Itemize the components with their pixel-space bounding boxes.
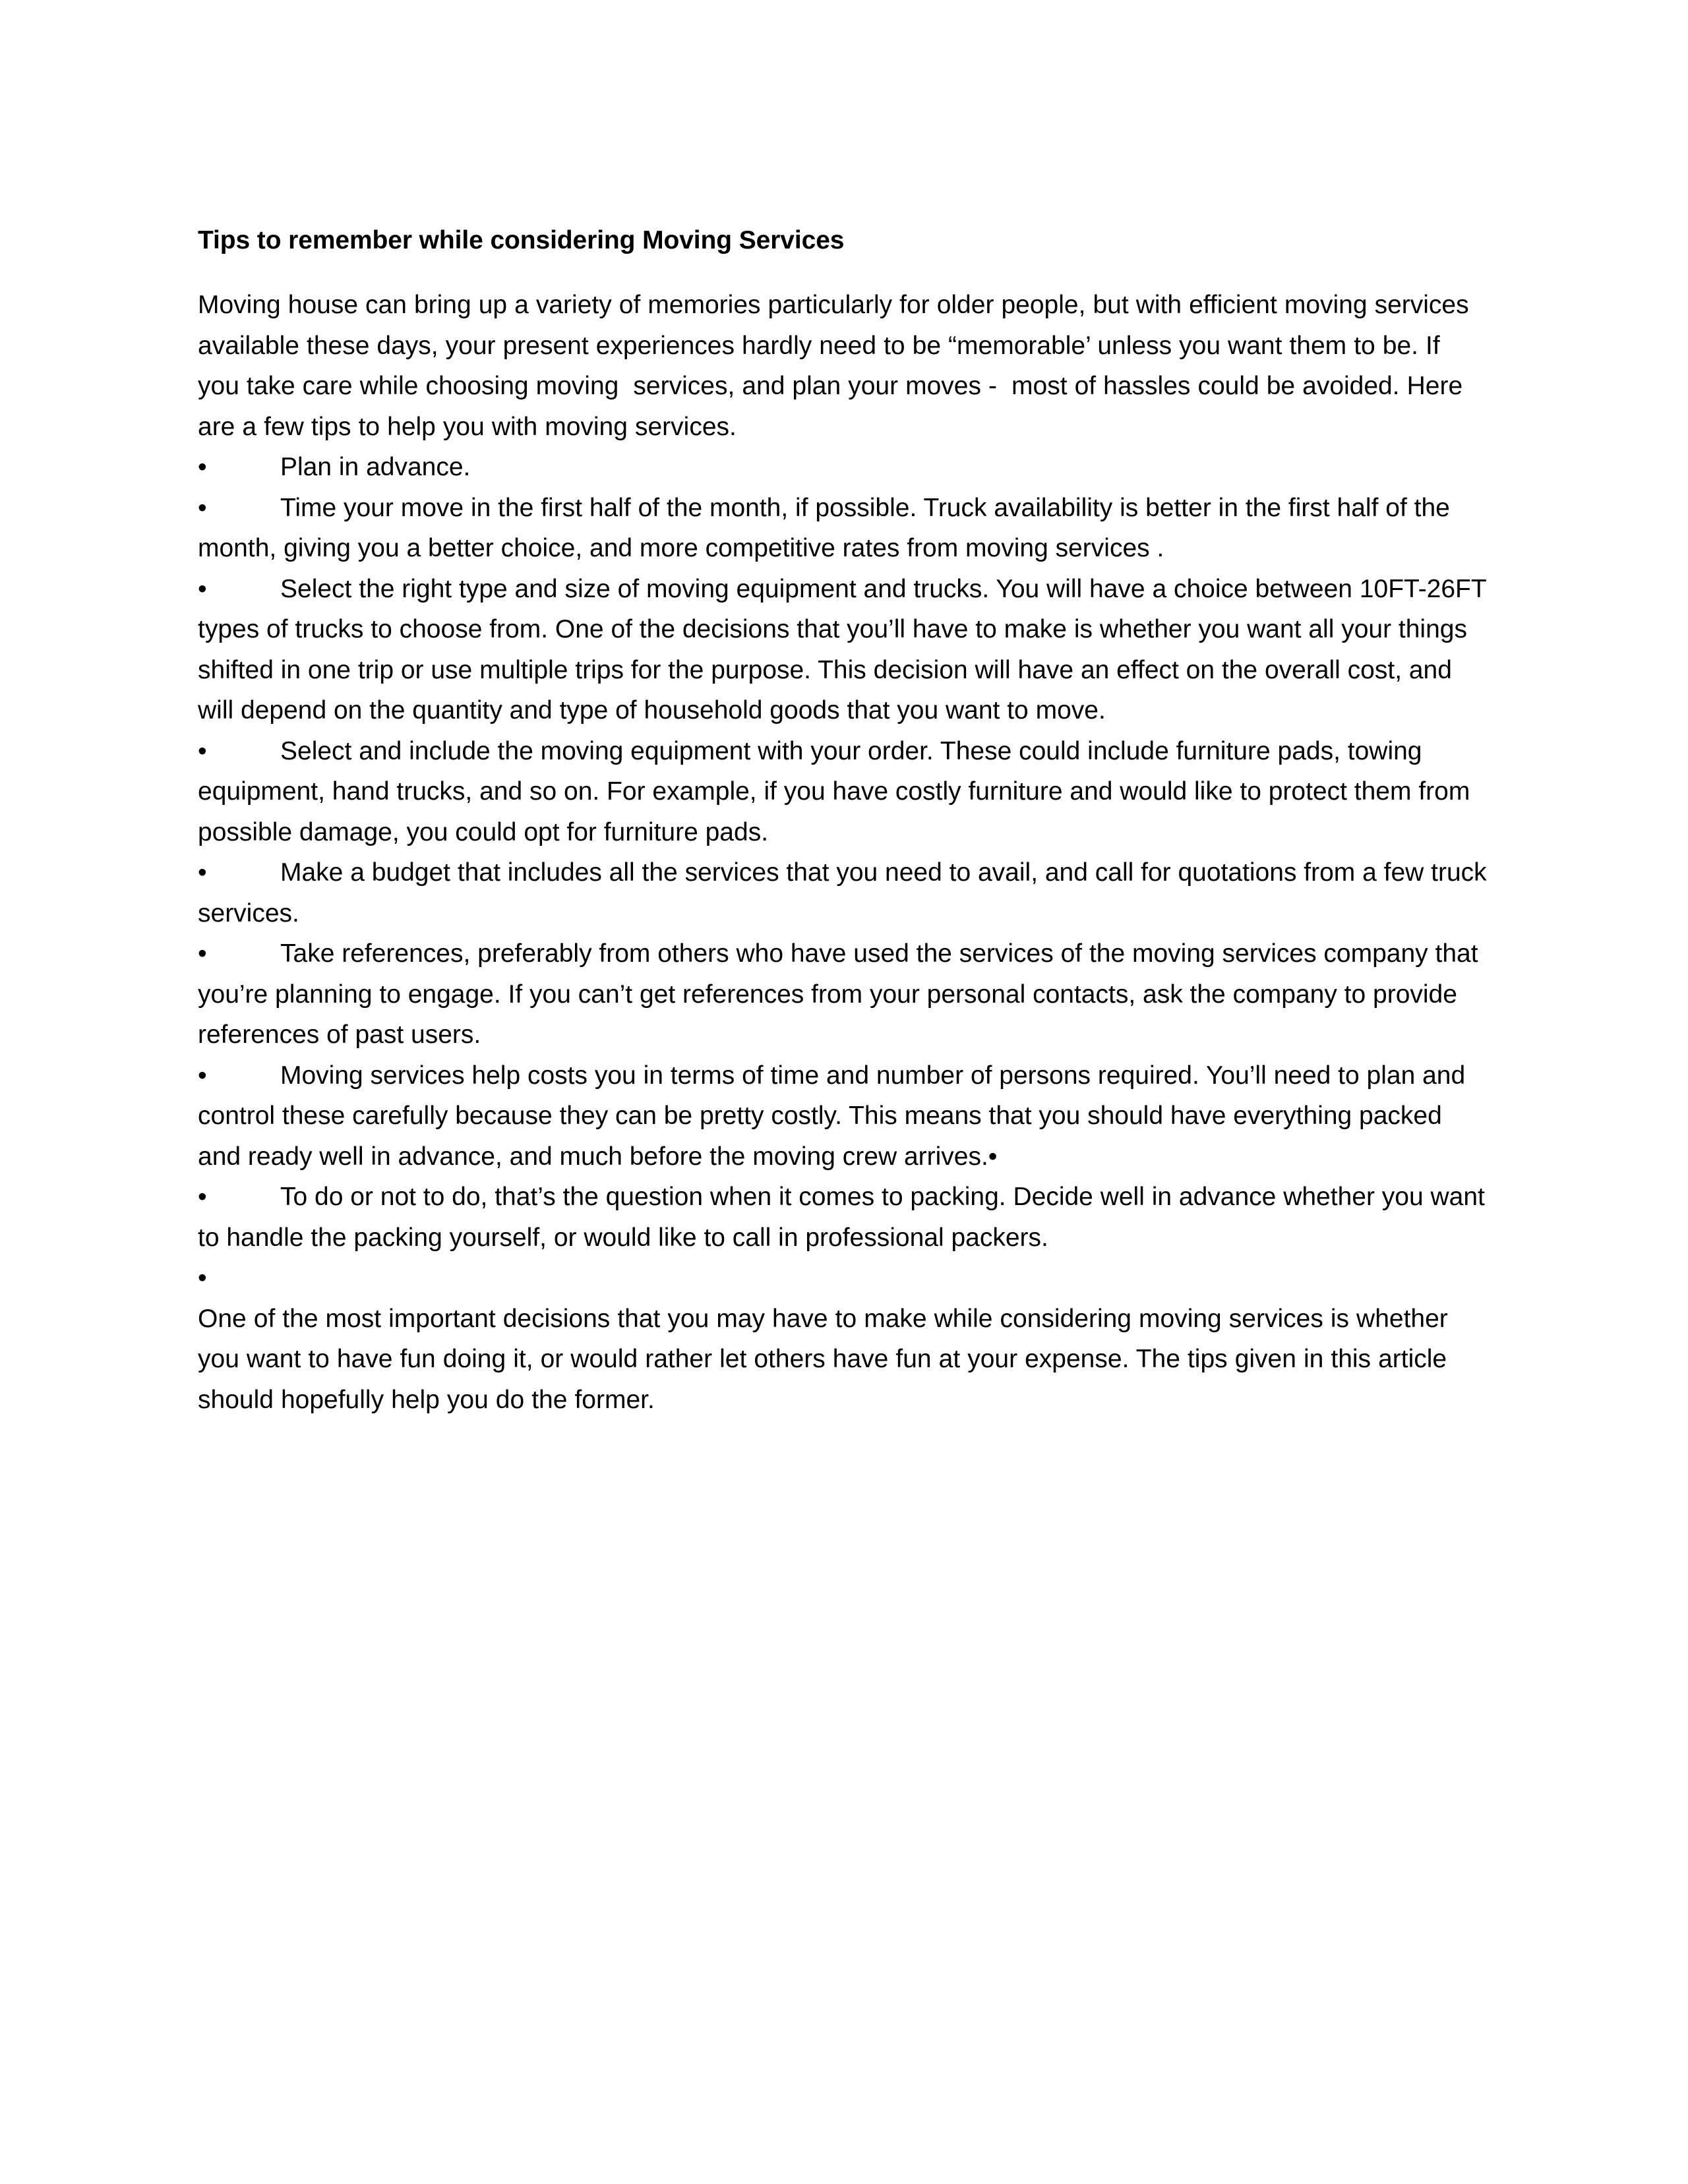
list-item xyxy=(198,488,1487,569)
list-item-text: Make a budget that includes all the services that you need to avail, and call for quotations from a few truck services. xyxy=(198,858,1494,928)
closing-paragraph: One of the most important decisions that you may have to make while considering moving services is whether you want to have fun doing it, or would rather let others have fun at your expense. The tips given in this article should hopefully help you do the former. xyxy=(198,1304,1455,1414)
list-item xyxy=(198,1177,1492,1258)
list-item-text: Plan in advance. xyxy=(280,453,471,481)
bullet-icon: • xyxy=(198,939,207,968)
bullet-icon: • xyxy=(198,453,207,481)
bullet-icon: • xyxy=(198,1264,207,1292)
bullet-icon: • xyxy=(198,493,207,522)
bullet-icon: • xyxy=(198,1183,207,1211)
list-item xyxy=(198,447,1487,488)
list-item-text: To do or not to do, that’s the question when it comes to packing. Decide well in advance whether you want to handle the packing yourself, or would like to call in professional packers. xyxy=(198,1183,1492,1252)
list-item-text: Take references, preferably from others who have used the services of the moving services company that you’re planning to engage. If you can’t get references from your personal contacts, ask the company to provide references of past users. xyxy=(198,939,1486,1049)
list-item xyxy=(198,1055,1487,1177)
list-item-text: Moving services help costs you in terms of time and number of persons required. You’ll need to plan and control these carefully because they can be pretty costly. This means that you should have everything packed and ready well in advance, and much before the moving crew arrives.• xyxy=(198,1061,1473,1171)
list-item-text: Select the right type and size of moving equipment and trucks. You will have a choice between 10FT-26FT types of trucks to choose from. One of the decisions that you’ll have to make is whether you want all your things shifted in one trip or use multiple trips for the purpose. This decision will have an effect on the overall cost, and will depend on the quantity and type of household goods that you want to move. xyxy=(198,574,1493,724)
list-item-text: Time your move in the first half of the month, if possible. Truck availability is better in the first half of the month, giving you a better choice, and more competitive rates from moving services . xyxy=(198,493,1457,562)
list-item xyxy=(198,933,1487,1055)
intro-paragraph: Moving house can bring up a variety of memories particularly for older people, but with efficient moving services available these days, your present experiences hardly need to be “memorable’ unless you want them to be. If you take care while choosing moving services, and plan your moves - most of hassles could be avoided. Here are a few tips to help you with moving services. xyxy=(198,291,1476,441)
document-heading: Tips to remember while considering Moving Services xyxy=(198,226,845,254)
bullet-icon: • xyxy=(198,1061,207,1090)
bullet-icon: • xyxy=(198,736,207,765)
list-item xyxy=(198,569,1493,731)
list-item-empty xyxy=(198,1258,1487,1299)
list-item xyxy=(198,852,1494,933)
document-content xyxy=(198,226,1494,1420)
bullet-icon: • xyxy=(198,858,207,887)
bullet-icon: • xyxy=(198,574,207,603)
list-item xyxy=(198,731,1487,853)
list-item-text: Select and include the moving equipment with your order. These could include furniture pads, towing equipment, hand trucks, and so on. For example, if you have costly furniture and would like to protect them from possible damage, you could opt for furniture pads. xyxy=(198,736,1478,846)
